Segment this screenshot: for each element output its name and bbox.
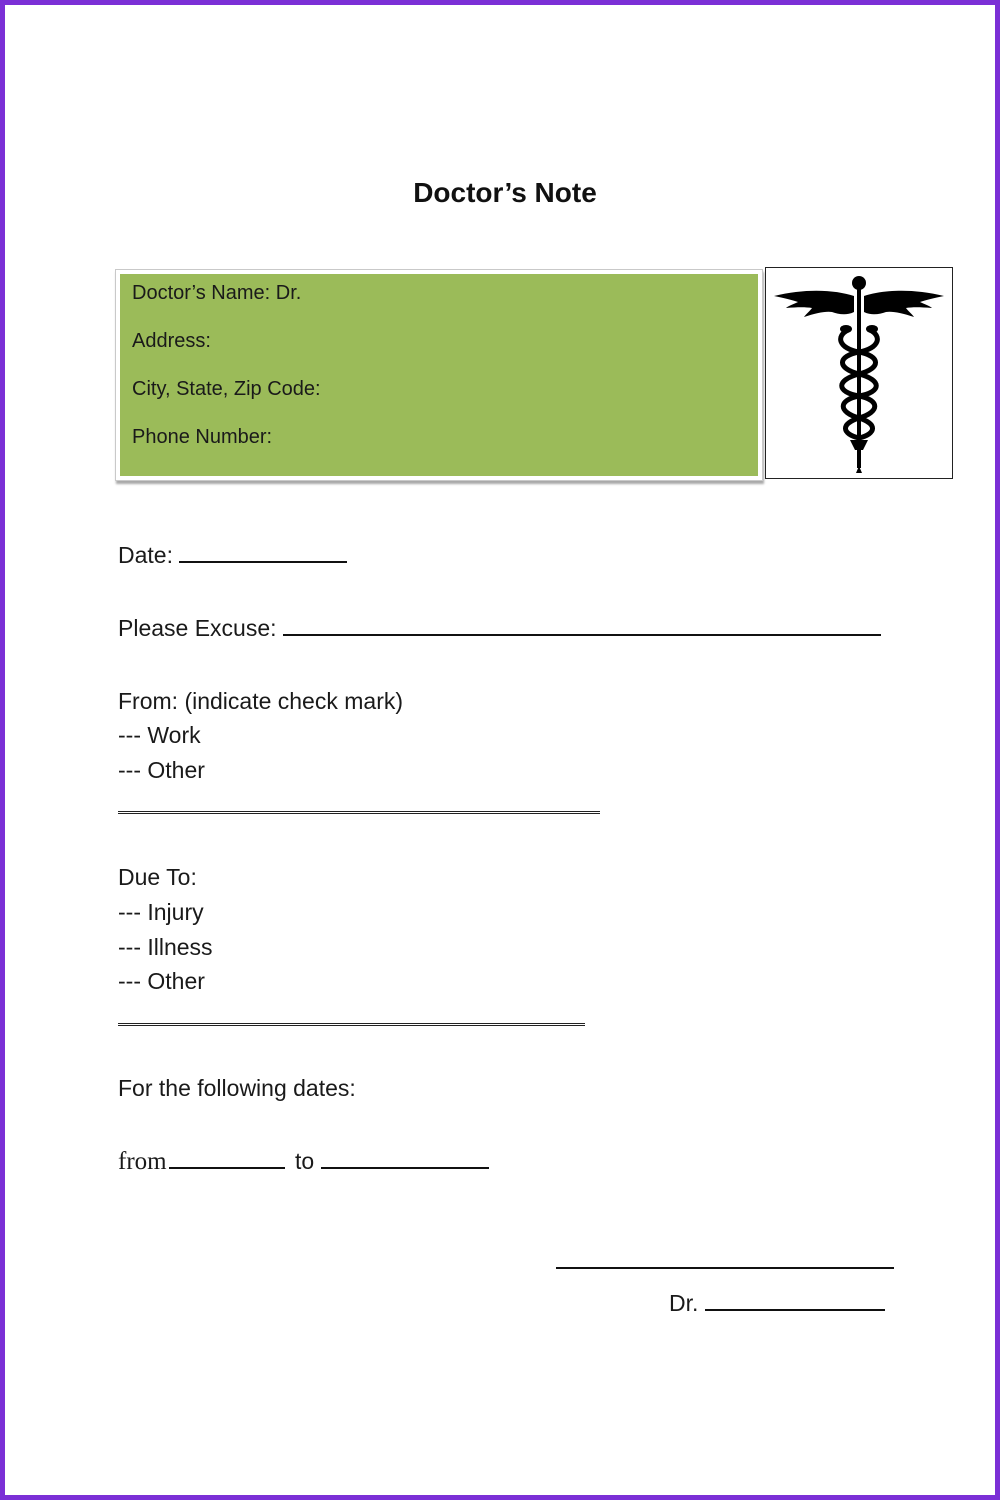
- from-heading: From: (indicate check mark): [118, 688, 404, 714]
- from-other-line[interactable]: [118, 811, 600, 814]
- caduceus-icon: [766, 268, 952, 478]
- dr-name-blank[interactable]: [705, 1289, 885, 1311]
- doctor-name-label: Doctor’s Name: Dr.: [132, 282, 302, 304]
- city-state-zip-label: City, State, Zip Code:: [132, 378, 321, 400]
- excuse-label: Please Excuse:: [118, 615, 277, 641]
- signature-line[interactable]: [556, 1267, 894, 1269]
- to-date-label: to: [295, 1148, 315, 1174]
- address-label: Address:: [132, 330, 211, 352]
- medical-logo-box: [765, 267, 953, 479]
- date-blank[interactable]: [179, 541, 347, 563]
- date-label: Date:: [118, 542, 173, 568]
- due-option-injury[interactable]: --- Injury: [118, 899, 204, 925]
- doctor-signature-field: [669, 1289, 885, 1317]
- to-date-blank[interactable]: [321, 1147, 489, 1169]
- excuse-field: [118, 614, 881, 642]
- doctor-info-box: [115, 269, 763, 481]
- due-option-other[interactable]: --- Other: [118, 968, 205, 994]
- date-field: [118, 541, 347, 569]
- from-option-work[interactable]: --- Work: [118, 722, 201, 748]
- dr-label: Dr.: [669, 1290, 699, 1316]
- due-heading: Due To:: [118, 864, 197, 890]
- doctor-info-panel: [120, 274, 758, 476]
- excuse-blank[interactable]: [283, 614, 881, 636]
- due-option-illness[interactable]: --- Illness: [118, 934, 213, 960]
- from-date-blank[interactable]: [169, 1147, 285, 1169]
- page-title: Doctor’s Note: [413, 177, 597, 208]
- due-other-line[interactable]: [118, 1023, 585, 1026]
- phone-number-label: Phone Number:: [132, 426, 273, 448]
- from-date-label: from: [118, 1148, 167, 1175]
- dates-heading: For the following dates:: [118, 1075, 356, 1101]
- date-range-field: [118, 1147, 489, 1176]
- from-option-other[interactable]: --- Other: [118, 757, 205, 783]
